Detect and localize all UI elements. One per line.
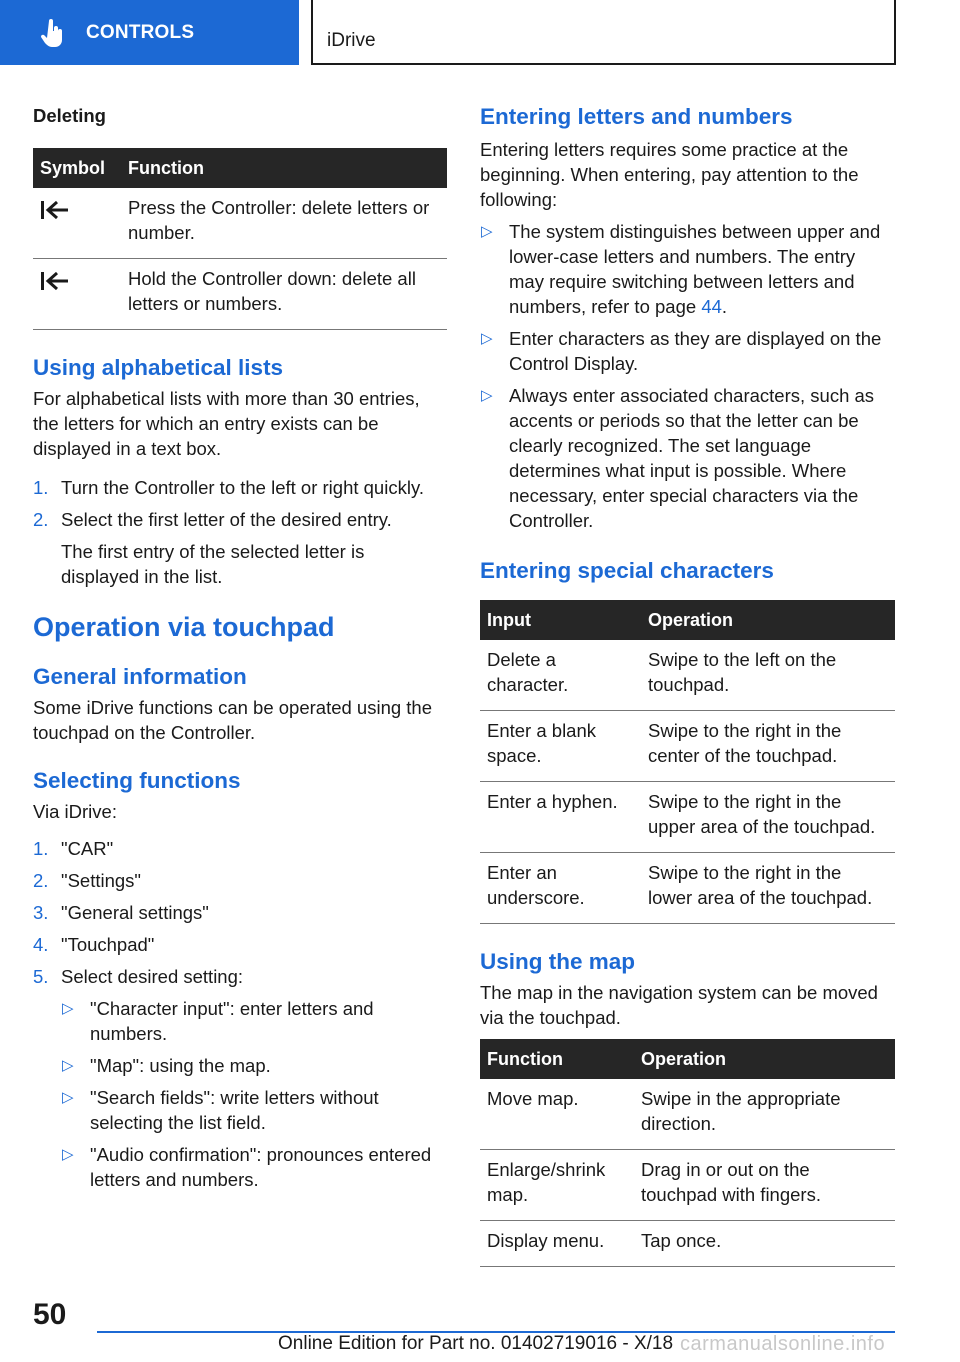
list-item [61,1053,447,1078]
symbol-cell [33,188,121,259]
input-cell: Enter a hyphen. [480,782,641,853]
general-info-text: Some iDrive functions can be operated using the touchpad on the Controller. [33,697,433,743]
rule-text: Always enter associated characters, such as accents or periods so that the letter can be clearly recognized. The set language determines what input is possible. Where necessary, enter special characters via the Controller. [509,385,875,531]
left-column [33,100,447,1199]
section-tab-controls [0,0,299,65]
list-item [33,507,447,589]
step-text: "Touchpad" [61,934,155,955]
table-header-row [480,600,895,640]
table-header-row [480,1039,895,1079]
operation-cell: Swipe to the left on the touchpad. [641,640,895,711]
setting-text: "Search fields": write letters without selecting the list field. [90,1087,379,1133]
table-row [480,711,895,782]
watermark: carmanualsonline.info [680,1333,886,1355]
page-reference-link[interactable]: 44 [701,296,722,317]
table-row [480,782,895,853]
list-item [33,836,447,861]
list-item [33,868,447,893]
input-cell: Delete a character. [480,640,641,711]
function-cell: Move map. [480,1079,634,1150]
table-header-cell: Symbol [33,148,121,188]
operation-cell: Swipe in the appropriate direction. [634,1079,895,1150]
table-header-cell: Input [480,600,641,640]
table-row [480,1221,895,1267]
triangle-bullet-icon: ▷ [62,1089,74,1106]
input-cell: Enter a blank space. [480,711,641,782]
function-cell: Display menu. [480,1221,634,1267]
touch-hand-icon [40,18,66,48]
entering-rules-list [480,219,895,533]
section-label: CONTROLS [86,21,195,43]
deleting-table [33,148,447,330]
step-number: 2. [33,509,49,530]
list-item [61,996,447,1046]
right-column [480,100,895,1267]
function-cell: Enlarge/shrink map. [480,1150,634,1221]
table-header-cell: Function [480,1039,634,1079]
function-cell: Press the Controller: delete letters or number. [121,188,447,259]
alpha-steps-list [33,475,447,589]
special-characters-table [480,600,895,924]
step-text: Select the first letter of the desired entry. [61,509,392,530]
list-item [61,1142,447,1192]
table-row [480,1079,895,1150]
table-header-cell: Operation [641,600,895,640]
list-item [33,964,447,1192]
function-cell: Hold the Controller down: delete all letters or numbers. [121,259,447,330]
rule-text: Enter characters as they are displayed on the Control Display. [509,328,882,374]
table-row [480,640,895,711]
step-text: "Settings" [61,870,141,891]
list-item [33,475,447,500]
step-text: Select desired setting: [61,966,244,987]
touchpad-heading: Operation via touchpad [33,612,335,642]
setting-text: "Map": using the map. [90,1055,271,1076]
operation-cell: Swipe to the right in the center of the touchpad. [641,711,895,782]
triangle-bullet-icon: ▷ [481,387,493,404]
step-note: The first entry of the selected letter is displayed in the list. [61,541,365,587]
chapter-box [311,0,896,65]
step-number: 2. [33,870,49,891]
delete-back-arrow-icon [40,271,70,291]
step-number: 3. [33,902,49,923]
step-text: "CAR" [61,838,114,859]
list-item [61,1085,447,1135]
operation-cell: Swipe to the right in the lower area of the touchpad. [641,853,895,924]
using-map-intro: The map in the navigation system can be moved via the touchpad. [480,982,878,1028]
triangle-bullet-icon: ▷ [481,223,493,240]
list-item [480,219,895,319]
symbol-cell [33,259,121,330]
step-number: 5. [33,966,49,987]
rule-text-end: . [721,296,728,317]
table-header-row [33,148,447,188]
list-item [33,932,447,957]
rule-text: The system distinguishes between upper and lower-case letters and numbers. The entry may require switching between letters and numbers, refer to page [509,221,881,317]
table-row [33,259,447,330]
selecting-functions-heading: Selecting functions [33,768,241,793]
triangle-bullet-icon: ▷ [481,330,493,347]
alpha-lists-heading: Using alphabetical lists [33,355,284,380]
map-operations-table [480,1039,895,1267]
setting-text: "Character input": enter letters and numbers. [90,998,374,1044]
table-row [480,1150,895,1221]
triangle-bullet-icon: ▷ [62,1146,74,1163]
delete-back-arrow-icon [40,200,70,220]
step-number: 1. [33,838,49,859]
entering-intro: Entering letters requires some practice at the beginning. When entering, pay attention to the following: [480,139,859,210]
using-map-heading: Using the map [480,949,636,974]
input-cell: Enter an underscore. [480,853,641,924]
step-text: "General settings" [61,902,209,923]
settings-list [61,996,447,1192]
footer-edition-text: Online Edition for Part no. 01402719016 - X/18 [278,1333,674,1354]
deleting-label: Deleting [33,105,106,126]
operation-cell: Swipe to the right in the upper area of the touchpad. [641,782,895,853]
triangle-bullet-icon: ▷ [62,1057,74,1074]
chapter-label: iDrive [327,30,376,51]
operation-cell: Tap once. [634,1221,895,1267]
special-characters-heading: Entering special characters [480,558,774,583]
setting-text: "Audio confirmation": pronounces entered letters and numbers. [90,1144,432,1190]
page-number: 50 [33,1298,67,1331]
selecting-steps-list [33,836,447,1192]
step-number: 4. [33,934,49,955]
list-item [480,383,895,533]
table-row [33,188,447,259]
table-header-cell: Function [121,148,447,188]
general-info-heading: General information [33,664,247,689]
via-idrive-text: Via iDrive: [33,801,117,822]
list-item [480,326,895,376]
operation-cell: Drag in or out on the touchpad with fingers. [634,1150,895,1221]
table-row [480,853,895,924]
list-item [33,900,447,925]
entering-letters-heading: Entering letters and numbers [480,104,793,129]
triangle-bullet-icon: ▷ [62,1000,74,1017]
table-header-cell: Operation [634,1039,895,1079]
step-number: 1. [33,477,49,498]
step-text: Turn the Controller to the left or right quickly. [61,477,424,498]
alpha-lists-intro: For alphabetical lists with more than 30 entries, the letters for which an entry exists can be displayed in a text box. [33,388,420,459]
